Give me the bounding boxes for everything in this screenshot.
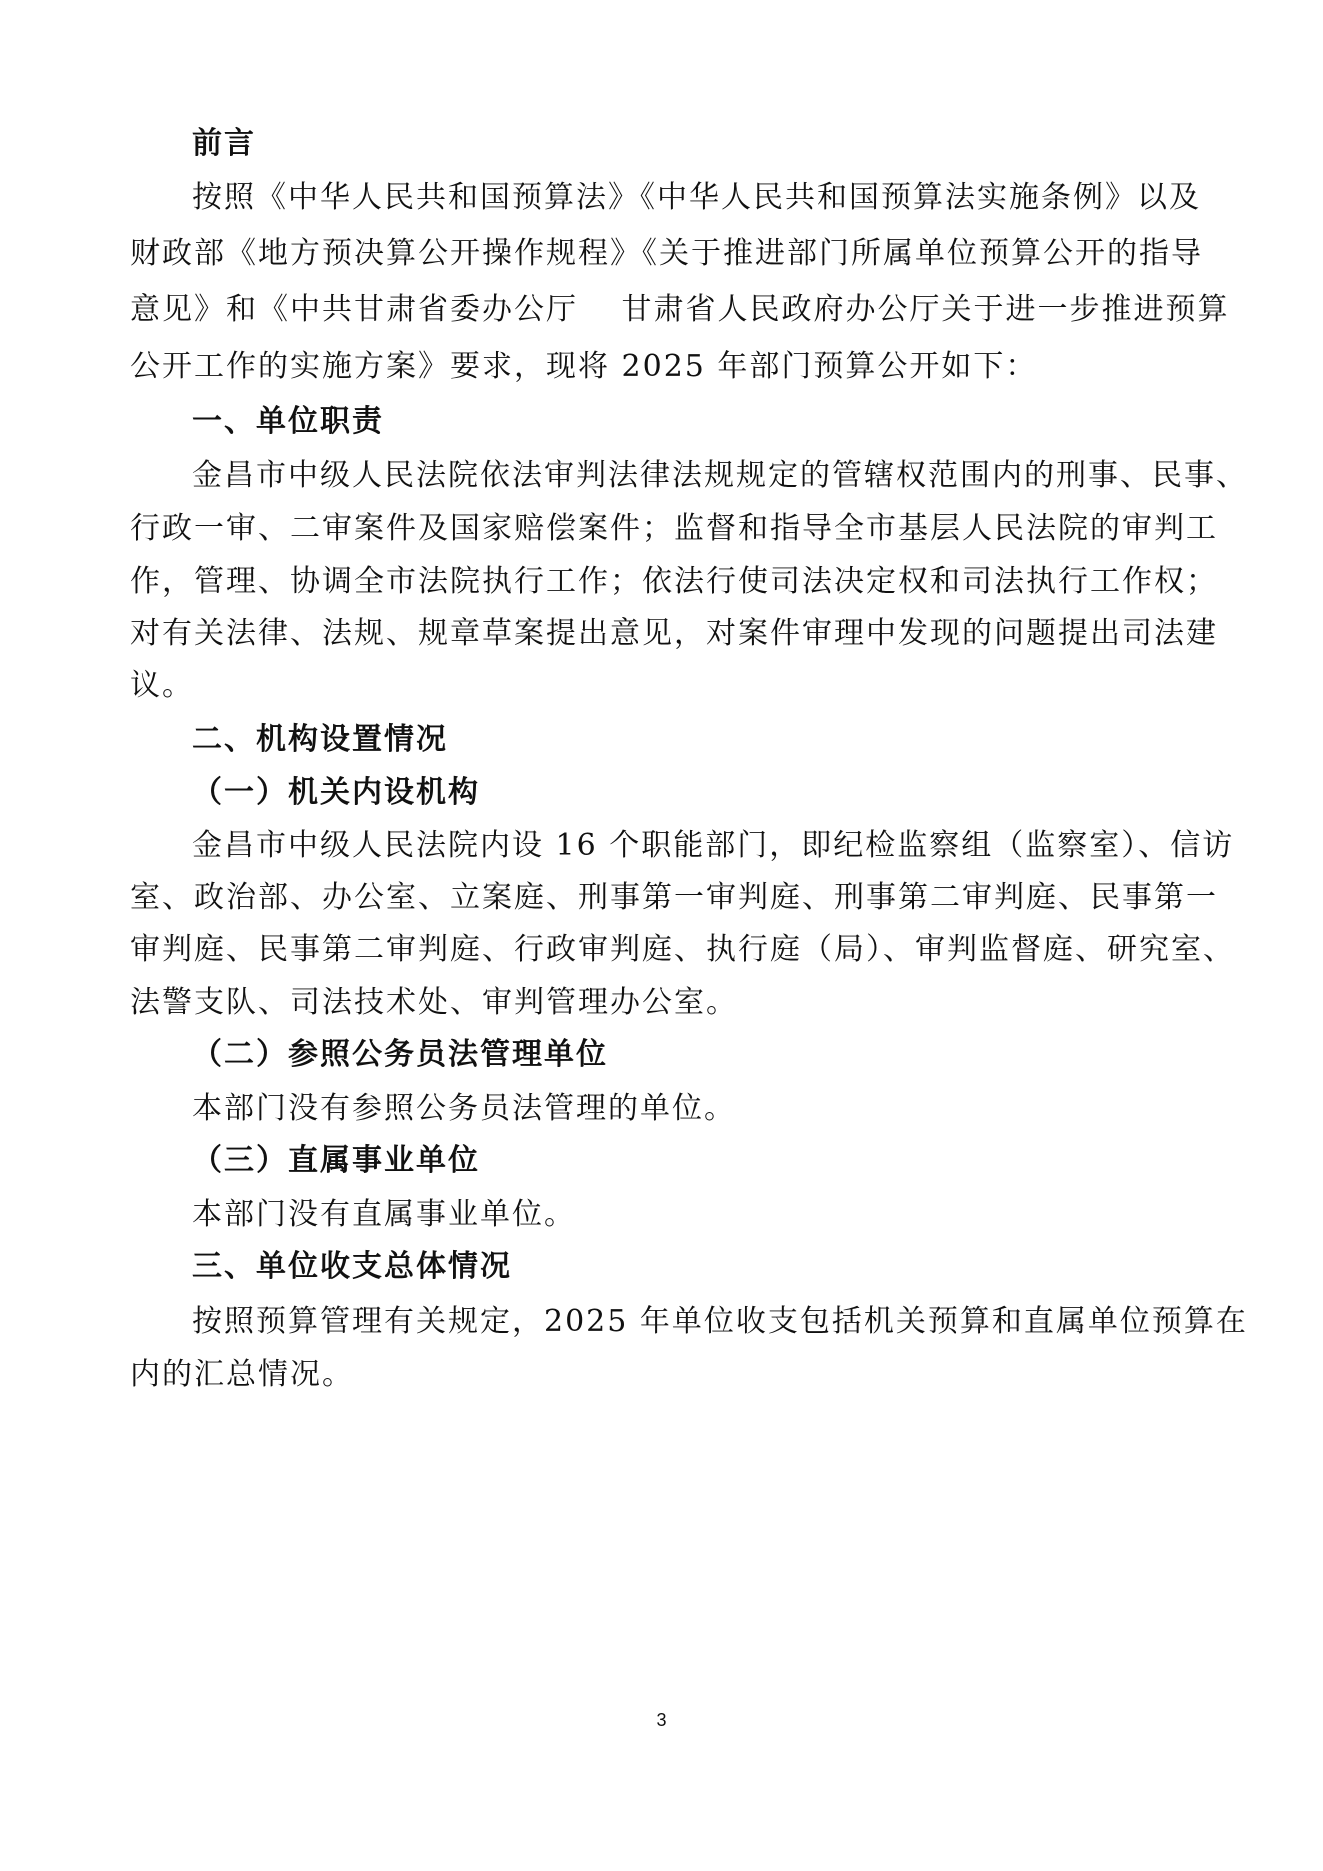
preface-line-3: 意见》和《中共甘肃省委办公厅 甘肃省人民政府办公厅关于进一步推进预算	[130, 292, 1230, 327]
section1-line-3: 作，管理、协调全市法院执行工作；依法行使司法决定权和司法执行工作权；	[130, 564, 1218, 599]
subsection2-title: （二）参照公务员法管理单位	[192, 1037, 608, 1072]
section1-line-1: 金昌市中级人民法院依法审判法律法规规定的管辖权范围内的刑事、民事、	[192, 458, 1248, 493]
section1-title: 一、单位职责	[192, 404, 384, 439]
subsection1-line-2: 室、政治部、办公室、立案庭、刑事第一审判庭、刑事第二审判庭、民事第一	[130, 880, 1218, 915]
subsection1-line-1: 金昌市中级人民法院内设 16 个职能部门，即纪检监察组（监察室）、信访	[192, 828, 1235, 863]
subsection1-line-3: 审判庭、民事第二审判庭、行政审判庭、执行庭（局）、审判监督庭、研究室、	[130, 932, 1235, 967]
section3-line-1: 按照预算管理有关规定，2025 年单位收支包括机关预算和直属单位预算在	[192, 1304, 1248, 1339]
preface-line-2: 财政部《地方预决算公开操作规程》《关于推进部门所属单位预算公开的指导	[130, 236, 1203, 271]
page-number: 3	[656, 1710, 667, 1730]
subsection3-text: 本部门没有直属事业单位。	[192, 1197, 576, 1232]
section1-line-2: 行政一审、二审案件及国家赔偿案件；监督和指导全市基层人民法院的审判工	[130, 511, 1218, 546]
section3-line-2: 内的汇总情况。	[130, 1357, 354, 1392]
preface-title: 前言	[192, 126, 256, 161]
preface-line-1: 按照《中华人民共和国预算法》《中华人民共和国预算法实施条例》以及	[192, 180, 1201, 215]
subsection3-title: （三）直属事业单位	[192, 1143, 480, 1178]
preface-line-4: 公开工作的实施方案》要求，现将 2025 年部门预算公开如下：	[130, 349, 1038, 384]
section1-line-4: 对有关法律、法规、规章草案提出意见，对案件审理中发现的问题提出司法建	[130, 616, 1218, 651]
subsection1-line-4: 法警支队、司法技术处、审判管理办公室。	[130, 985, 738, 1020]
section1-line-5: 议。	[130, 668, 194, 703]
subsection2-text: 本部门没有参照公务员法管理的单位。	[192, 1091, 736, 1126]
section2-title: 二、机构设置情况	[192, 722, 448, 757]
subsection1-title: （一）机关内设机构	[192, 775, 480, 810]
section3-title: 三、单位收支总体情况	[192, 1249, 512, 1284]
